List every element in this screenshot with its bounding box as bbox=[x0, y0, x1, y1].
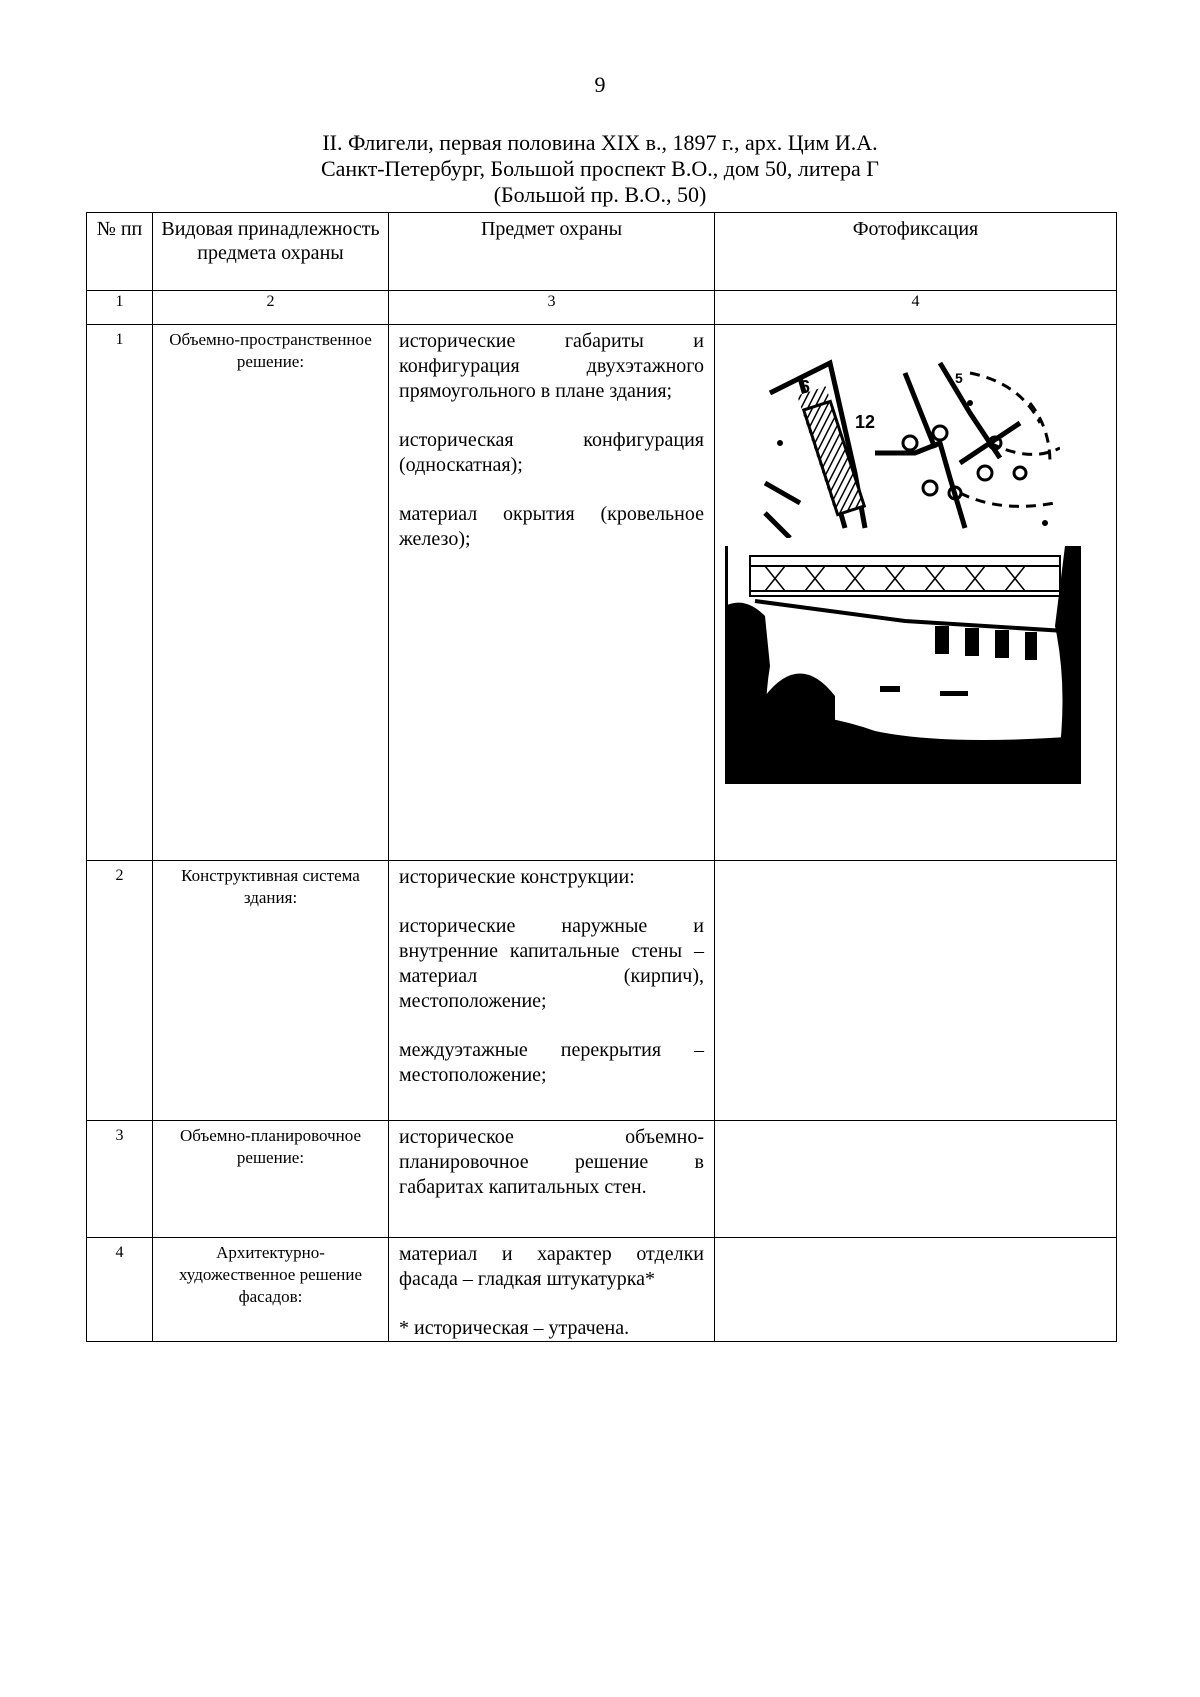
row-subject bbox=[389, 325, 715, 861]
header-kind: Видовая принадлежность предмета охраны bbox=[153, 213, 389, 291]
row-kind: Объемно-пространственное решение: bbox=[153, 325, 389, 861]
header-subject: Предмет охраны bbox=[389, 213, 715, 291]
row-number: 2 bbox=[87, 861, 153, 1121]
column-index: 2 bbox=[153, 291, 389, 325]
row-kind: Конструктивная система здания: bbox=[153, 861, 389, 1121]
column-index: 3 bbox=[389, 291, 715, 325]
table-row bbox=[87, 325, 1117, 861]
row-kind: Объемно-планировочное решение: bbox=[153, 1121, 389, 1238]
row-subject bbox=[389, 1238, 715, 1342]
row-photo-cell bbox=[715, 1121, 1117, 1238]
table-row bbox=[87, 861, 1117, 1121]
column-index-row bbox=[87, 291, 1117, 325]
column-index: 1 bbox=[87, 291, 153, 325]
row-kind: Архитектурно-художественное решение фасадов: bbox=[153, 1238, 389, 1342]
row-number: 4 bbox=[87, 1238, 153, 1342]
subject-item: исторические габариты и конфигурация двухэтажного прямоугольного в плане здания; bbox=[399, 330, 704, 402]
row-subject bbox=[389, 1121, 715, 1238]
column-index: 4 bbox=[715, 291, 1117, 325]
site-plan-image bbox=[760, 353, 1060, 538]
table-header-row bbox=[87, 213, 1117, 291]
map-label: 6 bbox=[800, 377, 811, 397]
subject-item: материал и характер отделки фасада – гладкая штукатурка* bbox=[399, 1243, 704, 1290]
document-title bbox=[0, 130, 1200, 208]
page-number: 9 bbox=[594, 72, 606, 97]
subject-item: исторические конструкции: bbox=[399, 866, 635, 888]
subject-item: материал окрытия (кровельное железо); bbox=[399, 503, 704, 550]
row-number: 1 bbox=[87, 325, 153, 861]
subject-item: * историческая – утрачена. bbox=[399, 1317, 630, 1339]
title-line-3: (Большой пр. В.О., 50) bbox=[493, 182, 707, 207]
building-photo bbox=[725, 546, 1081, 784]
row-number: 3 bbox=[87, 1121, 153, 1238]
header-photo: Фотофиксация bbox=[715, 213, 1117, 291]
subject-item: историческое объемно-планировочное решение в габаритах капитальных стен. bbox=[399, 1126, 704, 1198]
table-row bbox=[87, 1121, 1117, 1238]
row-photo-cell bbox=[715, 861, 1117, 1121]
row-photo-cell bbox=[715, 325, 1117, 861]
row-subject bbox=[389, 861, 715, 1121]
title-line-1: II. Флигели, первая половина XIX в., 1897 г., арх. Цим И.А. bbox=[322, 130, 878, 155]
row-photo-cell bbox=[715, 1238, 1117, 1342]
header-number: № пп bbox=[87, 213, 153, 291]
table-row bbox=[87, 1238, 1117, 1342]
title-line-2: Санкт-Петербург, Большой проспект В.О., дом 50, литера Г bbox=[320, 156, 880, 181]
map-label: 12 bbox=[855, 412, 876, 432]
map-label: 5 bbox=[955, 370, 963, 386]
subject-item: исторические наружные и внутренние капитальные стены – материал (кирпич), местоположение; bbox=[399, 915, 704, 1012]
protection-table bbox=[86, 212, 1117, 1342]
subject-item: историческая конфигурация (односкатная); bbox=[399, 429, 704, 476]
subject-item: междуэтажные перекрытия – местоположение; bbox=[399, 1039, 704, 1086]
